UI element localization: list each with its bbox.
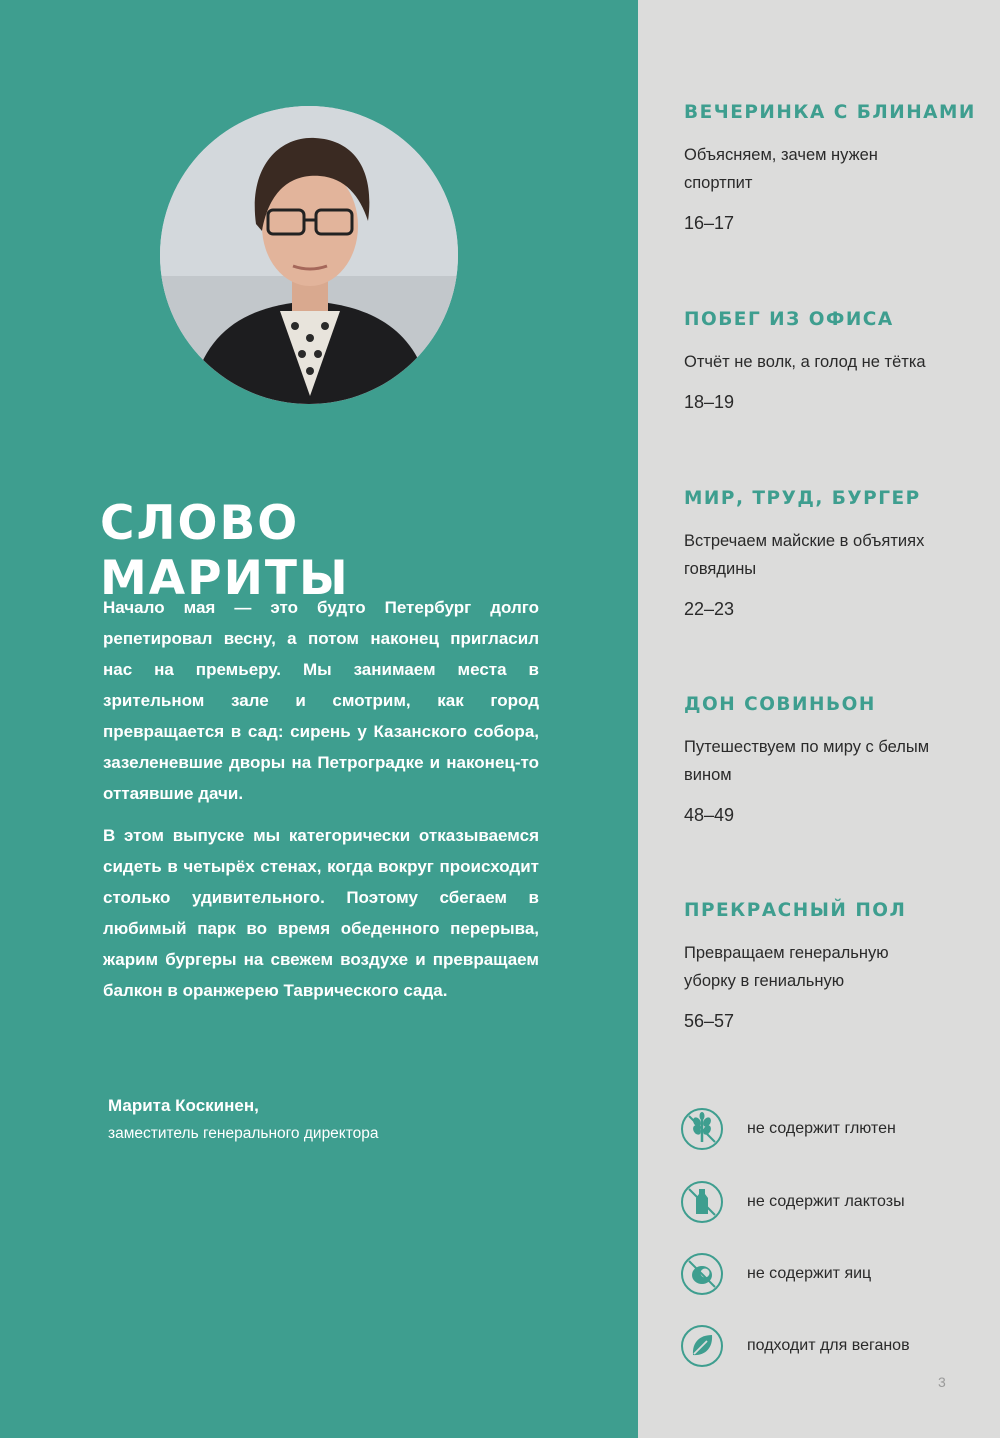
legend-egg-free [680, 1251, 980, 1297]
toc-title: МИР, ТРУД, БУРГЕР [684, 488, 921, 509]
editorial-paragraph: Начало мая — это будто Петербург долго репетировал весну, а потом наконец пригласил нас на премьеру. Мы занимаем места в зрительном зале и смотрим, как город превращается в сад: сирень у Казанского собора, зазеленевшие дворы на Петроградке и наконец-то оттаявшие дачи. [103, 598, 539, 803]
toc-pages: 18–19 [684, 392, 735, 412]
toc-pages: 48–49 [684, 805, 735, 825]
toc-description: Встречаем майские в объятиях говядины [684, 532, 925, 578]
page-number: 3 [938, 1374, 946, 1390]
toc-title: ВЕЧЕРИНКА С БЛИНАМИ [684, 102, 976, 123]
editorial-title: СЛОВО МАРИТЫ [100, 496, 350, 606]
toc-pages: 22–23 [684, 599, 735, 619]
editorial-paragraph: В этом выпуске мы категорически отказываемся сидеть в четырёх стенах, когда вокруг происходит столько удивительного. Поэтому сбегаем в любимый парк во время обеденного перерыва, жарим бургеры на свежем воздухе и превращаем балкон в оранжерею Таврического сада. [103, 826, 539, 1000]
legend-label: подходит для веганов [747, 1337, 910, 1354]
toc-description: Отчёт не волк, а голод не тётка [684, 353, 926, 371]
toc-item[interactable] [684, 309, 974, 413]
vegan-icon [680, 1324, 724, 1368]
legend-label: не содержит лактозы [747, 1193, 905, 1210]
toc-description: Путешествуем по миру с белым вином [684, 738, 930, 784]
toc-item[interactable] [684, 694, 974, 826]
signature-name: Марита Коскинен, [108, 1096, 259, 1115]
legend-gluten-free [680, 1106, 980, 1152]
toc-pages: 56–57 [684, 1011, 735, 1031]
gluten-free-icon [680, 1107, 724, 1151]
toc-description: Превращаем генеральную уборку в гениальную [684, 944, 889, 990]
lactose-free-icon [680, 1180, 724, 1224]
author-portrait [160, 106, 458, 404]
toc-title: ПОБЕГ ИЗ ОФИСА [684, 309, 894, 330]
legend-lactose-free [680, 1179, 980, 1225]
toc-item[interactable] [684, 488, 974, 620]
egg-free-icon [680, 1252, 724, 1296]
signature-role: заместитель генерального директора [108, 1125, 379, 1142]
legend-vegan [680, 1323, 980, 1369]
toc-title: ДОН СОВИНЬОН [684, 694, 876, 715]
signature [108, 1092, 408, 1147]
toc-title: ПРЕКРАСНЫЙ ПОЛ [684, 900, 907, 921]
toc-pages: 16–17 [684, 213, 735, 233]
editorial-body [103, 592, 539, 1017]
toc-description: Объясняем, зачем нужен спортпит [684, 146, 878, 192]
legend-label: не содержит яиц [747, 1265, 872, 1282]
toc-item[interactable] [684, 102, 974, 234]
legend-label: не содержит глютен [747, 1120, 896, 1137]
toc-item[interactable] [684, 900, 974, 1032]
